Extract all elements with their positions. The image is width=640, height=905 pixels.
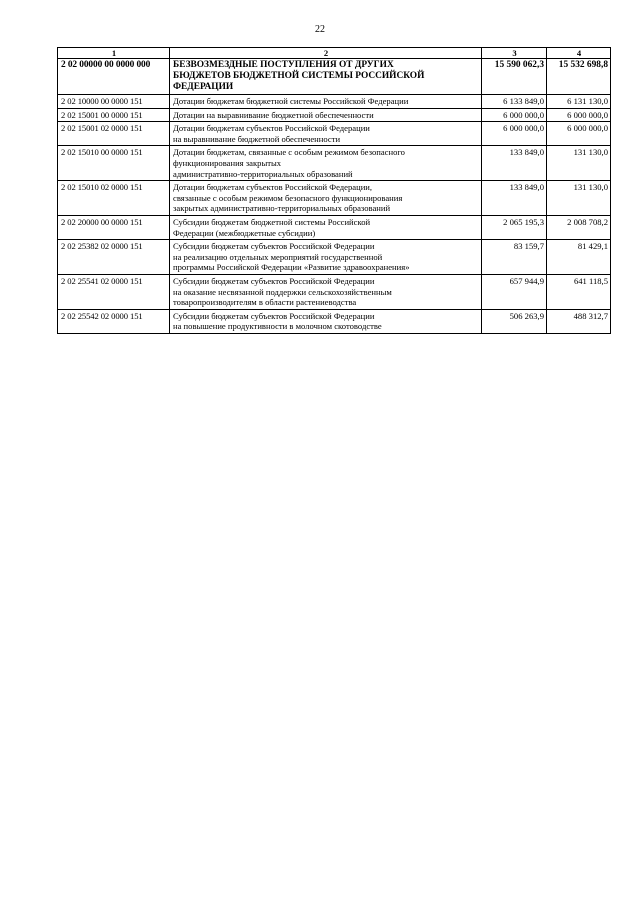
- description-line: Дотации на выравнивание бюджетной обеспеченности: [173, 109, 374, 120]
- budget-code-cell: 2 02 15001 00 0000 151: [58, 108, 170, 122]
- amount-column-4-cell: 6 000 000,0: [547, 122, 611, 146]
- amount-column-4-cell: 6 131 130,0: [547, 95, 611, 109]
- budget-code-cell: 2 02 15010 02 0000 151: [58, 181, 170, 216]
- description-line: программы Российской Федерации «Развитие здравоохранения»: [173, 262, 410, 273]
- column-header-1: 1: [58, 48, 170, 59]
- column-header-3: 3: [482, 48, 547, 59]
- table-header-row: [58, 48, 611, 59]
- description-cell: [170, 215, 482, 239]
- amount-column-3-cell: 6 000 000,0: [482, 122, 547, 146]
- amount-column-3-cell: 6 133 849,0: [482, 95, 547, 109]
- amount-column-4-cell: 488 312,7: [547, 309, 611, 333]
- description-cell: [170, 108, 482, 122]
- budget-code-cell: 2 02 15001 02 0000 151: [58, 122, 170, 146]
- amount-column-4-cell: 131 130,0: [547, 146, 611, 181]
- description-line: Дотации бюджетам, связанные с особым режимом безопасного: [173, 147, 405, 158]
- amount-column-3-cell: 133 849,0: [482, 146, 547, 181]
- amount-column-3-cell: 2 065 195,3: [482, 215, 547, 239]
- amount-column-3-cell: 506 263,9: [482, 309, 547, 333]
- description-cell: [170, 59, 482, 95]
- table-row: [58, 59, 611, 95]
- table-row: [58, 95, 611, 109]
- table-row: [58, 215, 611, 239]
- description-line: ФЕДЕРАЦИИ: [173, 82, 234, 92]
- description-line: Субсидии бюджетам субъектов Российской Федерации: [173, 241, 375, 252]
- description-line: на реализацию отдельных мероприятий государственной: [173, 251, 383, 262]
- description-line: Федерации (межбюджетные субсидии): [173, 227, 316, 238]
- description-cell: [170, 274, 482, 309]
- description-line: на оказание несвязанной поддержки сельскохозяйственным: [173, 286, 392, 297]
- description-line: Дотации бюджетам субъектов Российской Федерации,: [173, 182, 373, 193]
- table-row: [58, 146, 611, 181]
- description-line: на повышение продуктивности в молочном скотоводстве: [173, 321, 382, 332]
- amount-column-4-cell: 2 008 708,2: [547, 215, 611, 239]
- description-line: товаропроизводителям в области растениеводства: [173, 297, 357, 308]
- column-header-4: 4: [547, 48, 611, 59]
- amount-column-4-cell: 131 130,0: [547, 181, 611, 216]
- description-line: Субсидии бюджетам субъектов Российской Федерации: [173, 310, 375, 321]
- description-line: БЮДЖЕТОВ БЮДЖЕТНОЙ СИСТЕМЫ РОССИЙСКОЙ: [173, 71, 425, 81]
- budget-code-cell: 2 02 15010 00 0000 151: [58, 146, 170, 181]
- column-header-2: 2: [170, 48, 482, 59]
- budget-table: [57, 47, 611, 334]
- amount-column-4-cell: 81 429,1: [547, 240, 611, 275]
- amount-column-4-cell: 641 118,5: [547, 274, 611, 309]
- budget-code-cell: 2 02 25542 02 0000 151: [58, 309, 170, 333]
- description-cell: [170, 309, 482, 333]
- amount-column-3-cell: 657 944,9: [482, 274, 547, 309]
- table-row: [58, 240, 611, 275]
- description-line: Дотации бюджетам бюджетной системы Российской Федерации: [173, 96, 409, 106]
- budget-code-cell: 2 02 20000 00 0000 151: [58, 215, 170, 239]
- budget-code-cell: 2 02 25541 02 0000 151: [58, 274, 170, 309]
- amount-column-3-cell: 83 159,7: [482, 240, 547, 275]
- description-line: закрытых административно-территориальных образований: [173, 203, 391, 214]
- description-line: на выравнивание бюджетной обеспеченности: [173, 133, 341, 144]
- table-row: [58, 274, 611, 309]
- table-row: [58, 122, 611, 146]
- table-body: [58, 59, 611, 334]
- budget-code-cell: 2 02 00000 00 0000 000: [58, 59, 170, 95]
- description-line: связанные с особым режимом безопасного функционирования: [173, 192, 403, 203]
- description-line: Дотации бюджетам субъектов Российской Федерации: [173, 123, 370, 134]
- description-cell: [170, 146, 482, 181]
- table-row: [58, 108, 611, 122]
- amount-column-3-cell: 15 590 062,3: [482, 59, 547, 95]
- description-cell: [170, 122, 482, 146]
- description-line: БЕЗВОЗМЕЗДНЫЕ ПОСТУПЛЕНИЯ ОТ ДРУГИХ: [173, 60, 394, 70]
- description-cell: [170, 95, 482, 109]
- budget-code-cell: 2 02 25382 02 0000 151: [58, 240, 170, 275]
- page-number: 22: [315, 24, 325, 35]
- amount-column-4-cell: 15 532 698,8: [547, 59, 611, 95]
- amount-column-3-cell: 133 849,0: [482, 181, 547, 216]
- table-row: [58, 309, 611, 333]
- budget-code-cell: 2 02 10000 00 0000 151: [58, 95, 170, 109]
- description-cell: [170, 240, 482, 275]
- amount-column-4-cell: 6 000 000,0: [547, 108, 611, 122]
- table-row: [58, 181, 611, 216]
- description-line: административно-территориальных образований: [173, 168, 353, 179]
- description-line: Субсидии бюджетам бюджетной системы Российской: [173, 216, 371, 227]
- amount-column-3-cell: 6 000 000,0: [482, 108, 547, 122]
- description-cell: [170, 181, 482, 216]
- description-line: Субсидии бюджетам субъектов Российской Федерации: [173, 275, 375, 286]
- description-line: функционирования закрытых: [173, 157, 282, 168]
